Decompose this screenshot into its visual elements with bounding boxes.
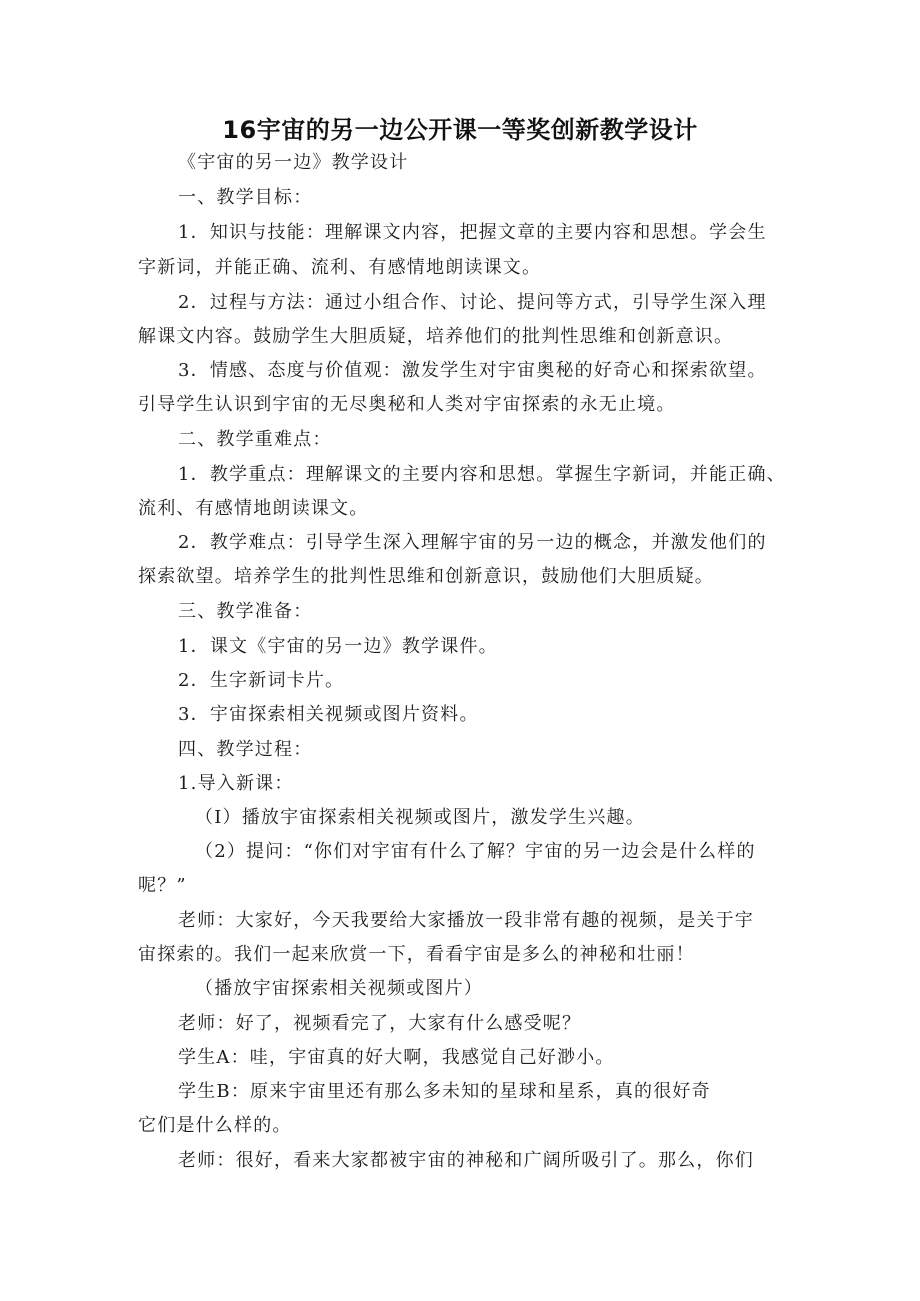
subtitle: 《宇宙的另一边》教学设计 xyxy=(178,152,409,173)
section-heading: 三、教学准备： xyxy=(178,601,313,622)
dialogue-line: 宙探索的。我们一起来欣赏一下，看看宇宙是多么的神秘和壮丽！ xyxy=(138,944,695,965)
list-item: （I）播放宇宙探索相关视频或图片，激发学生兴趣。 xyxy=(195,807,645,828)
paragraph-line: 2．过程与方法：通过小组合作、讨论、提问等方式，引导学生深入理 xyxy=(178,292,767,313)
dialogue-line: 老师：大家好，今天我要给大家播放一段非常有趣的视频，是关于宇 xyxy=(178,910,754,931)
paragraph-line: 3．情感、态度与价值观：激发学生对宇宙奥秘的好奇心和探索欲望。 xyxy=(178,360,767,381)
section-heading: 二、教学重难点： xyxy=(178,429,332,450)
list-item: （2）提问：“你们对宇宙有什么了解？宇宙的另一边会是什么样的 xyxy=(195,841,756,862)
paragraph-line: 呢？” xyxy=(138,875,187,896)
paragraph-line: 探索欲望。培养学生的批判性思维和创新意识，鼓励他们大胆质疑。 xyxy=(138,566,714,587)
paragraph-line: 1．知识与技能：理解课文内容，把握文章的主要内容和思想。学会生 xyxy=(178,222,767,243)
document-title: 16宇宙的另一边公开课一等奖创新教学设计 xyxy=(222,116,698,144)
list-item: 1．课文《宇宙的另一边》教学课件。 xyxy=(178,636,498,657)
dialogue-line: 学生B：原来宇宙里还有那么多未知的星球和星系，真的很好奇 xyxy=(178,1081,711,1102)
dialogue-line: 学生A：哇，宇宙真的好大啊，我感觉自己好渺小。 xyxy=(178,1047,615,1068)
list-item: 2．生字新词卡片。 xyxy=(178,670,345,691)
paragraph-line: 流利、有感情地朗读课文。 xyxy=(138,498,369,519)
stage-direction: （播放宇宙探索相关视频或图片） xyxy=(195,978,483,999)
section-heading: 四、教学过程： xyxy=(178,739,313,760)
list-item: 3．宇宙探索相关视频或图片资料。 xyxy=(178,704,479,725)
paragraph-line: 2．教学难点：引导学生深入理解宇宙的另一边的概念，并激发他们的 xyxy=(178,532,767,553)
paragraph-line: 引导学生认识到宇宙的无尽奥秘和人类对宇宙探索的永无止境。 xyxy=(138,394,676,415)
dialogue-line: 老师：很好，看来大家都被宇宙的神秘和广阔所吸引了。那么，你们 xyxy=(178,1150,754,1171)
dialogue-line: 老师：好了，视频看完了，大家有什么感受呢？ xyxy=(178,1013,582,1034)
dialogue-line: 它们是什么样的。 xyxy=(138,1115,292,1136)
paragraph-line: 字新词，并能正确、流利、有感情地朗读课文。 xyxy=(138,257,542,278)
paragraph-line: 1．教学重点：理解课文的主要内容和思想。掌握生字新词，并能正确、 xyxy=(178,464,786,485)
subsection-heading: 1.导入新课： xyxy=(178,773,294,794)
paragraph-line: 解课文内容。鼓励学生大胆质疑，培养他们的批判性思维和创新意识。 xyxy=(138,326,734,347)
section-heading: 一、教学目标： xyxy=(178,187,313,208)
